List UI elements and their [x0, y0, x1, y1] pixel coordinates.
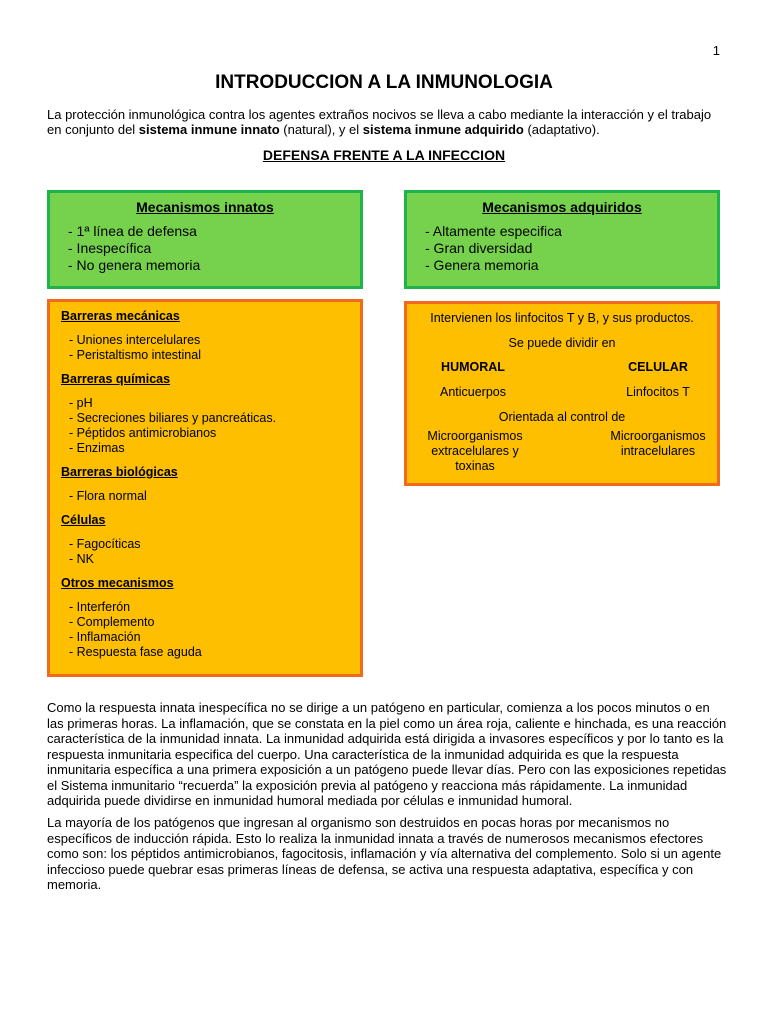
list-item: - Flora normal: [69, 489, 147, 503]
anticuerpos-label: Anticuerpos: [439, 385, 506, 399]
humoral-label: HUMORAL: [441, 360, 505, 374]
intro-bold-innate: sistema inmune innato: [138, 122, 280, 137]
orientation-line: Orientada al control de: [498, 410, 626, 424]
linfocitos-t-label: Linfocitos T: [626, 385, 690, 399]
lymphocytes-line: [407, 311, 717, 325]
biological-barriers-title: Barreras biológicas: [61, 465, 178, 479]
target-line: intracelulares: [620, 444, 696, 458]
list-item: - Uniones intercelulares: [69, 333, 201, 347]
celular-label: CELULAR: [628, 360, 688, 374]
acquired-item: - Altamente especifica: [425, 223, 562, 239]
acquired-item: - Gran diversidad: [425, 240, 533, 256]
innate-item: - No genera memoria: [68, 257, 201, 273]
mechanical-barriers-list: [69, 333, 360, 363]
intro-bold-acquired: sistema inmune adquirido: [362, 122, 524, 137]
barriers-box: [47, 299, 363, 677]
chemical-barriers-list: [69, 396, 360, 456]
body-paragraph-2: La mayoría de los patógenos que ingresan al organismo son destruidos en pocas horas por mecanismos no específicos de inducción rápida. Esto lo realiza la inmunidad innata a través de numerosos mecanismos efectores como son: los péptidos antimicrobianos, fagocitosis, inflamación y vía alternativa del complemento. Solo si un agente infeccioso puede quebrar esas primeras líneas de defensa, se activa una respuesta adaptativa, específica y con memoria.: [47, 815, 722, 892]
list-item: - Péptidos antimicrobianos: [69, 426, 217, 440]
target-line: Microorganismos: [427, 429, 523, 443]
list-item: - pH: [69, 396, 93, 410]
other-mechanisms-list: [69, 600, 360, 660]
section-title: DEFENSA FRENTE A LA INFECCION: [262, 147, 506, 163]
divide-line: Se puede dividir en: [508, 336, 616, 350]
list-item: - Fagocíticas: [69, 537, 141, 551]
intro-text-3: (adaptativo).: [523, 122, 600, 137]
intro-text-2: (natural), y el: [279, 122, 363, 137]
target-line: toxinas: [455, 459, 495, 473]
body-paragraph-1: Como la respuesta innata inespecífica no se dirige a un patógeno en particular, comienza a los pocos minutos o en las primeras horas. La inflamación, que se constata en la piel como un área roja, caliente e hinchada, es una reacción característica de la inmunidad innata. La inmunidad adquirida está dirigida a invasores específicos y por lo tanto es la respuesta inmunitaria especifica del cuerpo. Una característica de la inmunidad adquirida es que la respuesta inmunitaria específica a una primera exposición a un patógeno puede llevar días. Pero con las exposiciones repetidas el Sistema inmunitario “recuerda” la exposición previa al patógeno y reacciona más rápidamente. La inmunidad adquirida puede dividirse en inmunidad humoral mediada por células e inmunidad humoral.: [47, 700, 727, 808]
intro-text-1: La protección inmunológica contra los agentes extraños nocivos se lleva a cabo mediante la interacción y el trabajo en conjunto del: [47, 107, 712, 137]
innate-item: - 1ª línea de defensa: [68, 223, 197, 239]
target-line: Microorganismos: [610, 429, 706, 443]
innate-item: - Inespecífica: [68, 240, 152, 256]
list-item: - Peristaltismo intestinal: [69, 348, 201, 362]
adaptive-detail-box: [404, 301, 720, 486]
innate-list: [68, 223, 360, 274]
list-item: - Secreciones biliares y pancreáticas.: [69, 411, 277, 425]
lymphocytes-text: Intervienen los linfocitos T y B, y sus productos.: [430, 311, 694, 325]
acquired-heading: Mecanismos adquiridos: [482, 199, 642, 215]
cells-list: [69, 537, 360, 567]
other-mechanisms-title: Otros mecanismos: [61, 576, 174, 590]
intracellular-target: [593, 429, 723, 459]
mechanical-barriers-title: Barreras mecánicas: [61, 309, 180, 323]
page-title: INTRODUCCION A LA INMUNOLOGIA: [215, 72, 553, 93]
cells-title: Células: [61, 513, 106, 527]
chemical-barriers-title: Barreras químicas: [61, 372, 171, 386]
extracellular-target: [407, 429, 543, 474]
list-item: - Inflamación: [69, 630, 141, 644]
intro-paragraph: [47, 107, 727, 137]
innate-heading: Mecanismos innatos: [136, 199, 274, 215]
innate-mechanisms-box: [47, 190, 363, 289]
list-item: - Respuesta fase aguda: [69, 645, 202, 659]
list-item: - Complemento: [69, 615, 155, 629]
page-number: 1: [712, 43, 720, 58]
acquired-item: - Genera memoria: [425, 257, 539, 273]
list-item: - Interferón: [69, 600, 131, 614]
list-item: - NK: [69, 552, 94, 566]
target-line: extracelulares y: [431, 444, 519, 458]
list-item: - Enzimas: [69, 441, 125, 455]
acquired-mechanisms-box: [404, 190, 720, 289]
acquired-list: [425, 223, 717, 274]
biological-barriers-list: [69, 489, 360, 504]
